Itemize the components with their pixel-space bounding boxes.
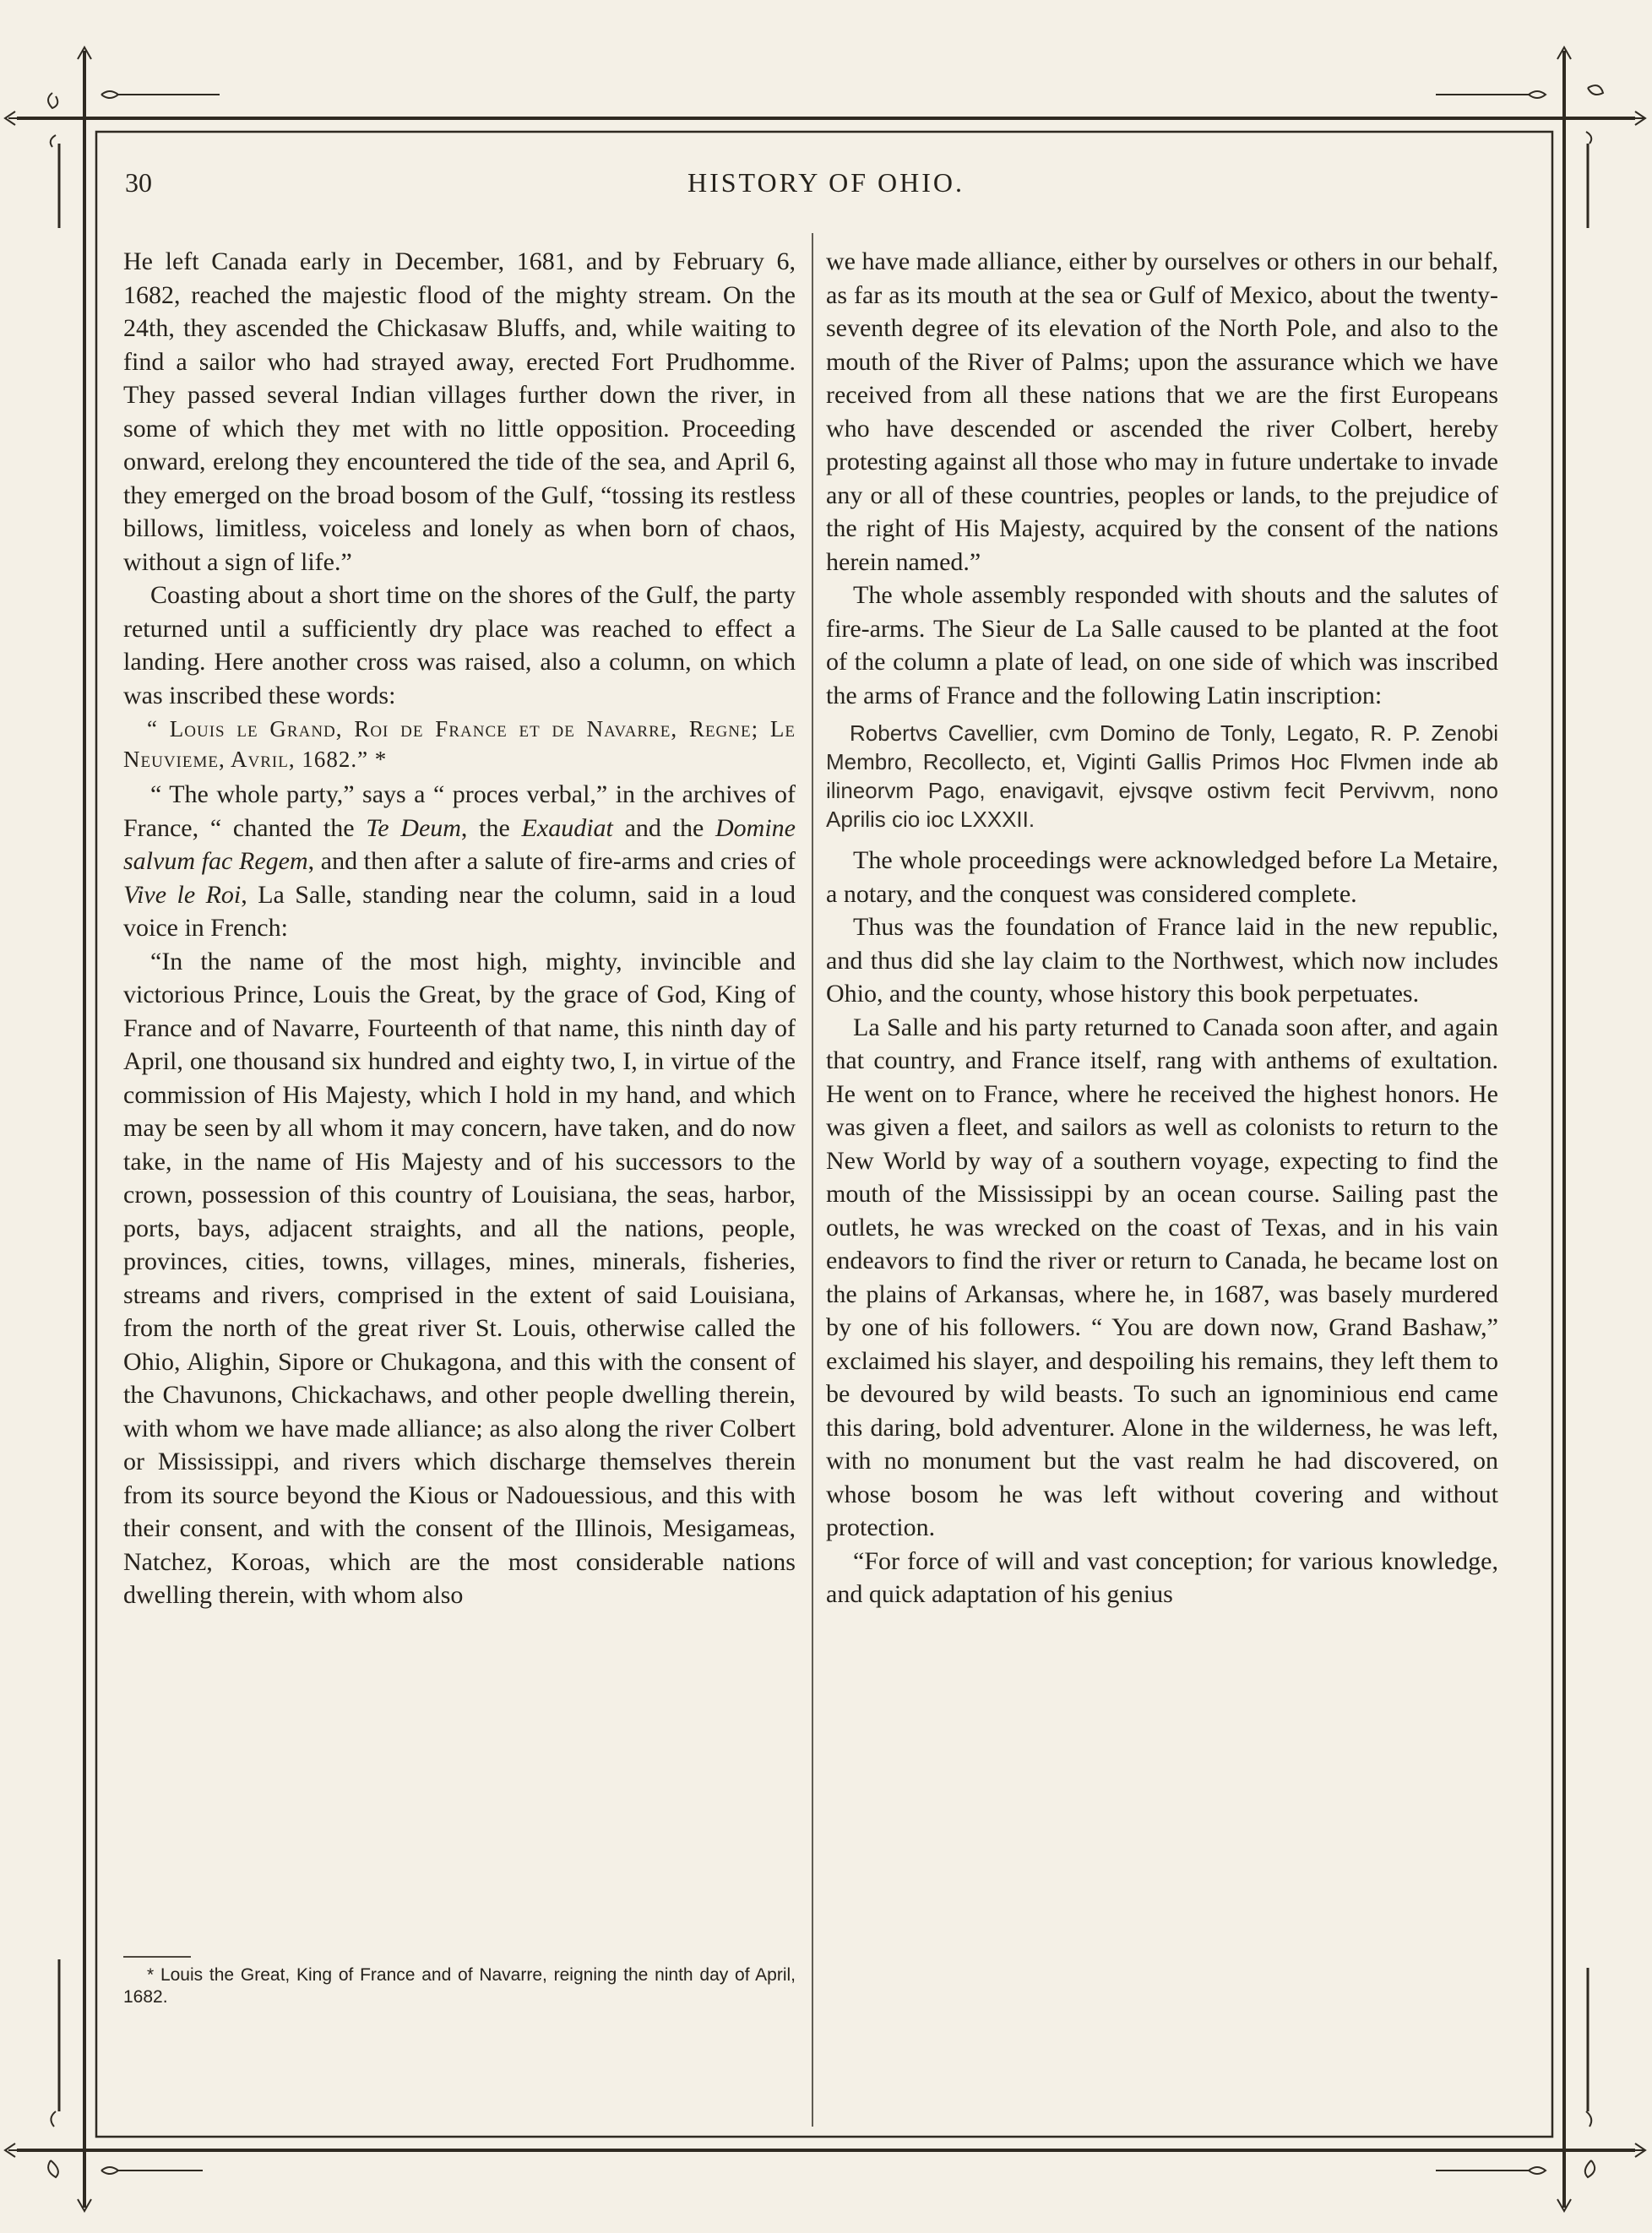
running-head: HISTORY OF OHIO.	[687, 167, 965, 198]
latin-inscription: Robertvs Cavellier, cvm Domino de Tonly, Legato, R. P. Zenobi Membro, Recollecto, et, Viginti Gallis Primos Hoc Flvmen inde ab ilineorvm Pago, enavigavit, ejvsqve ostivm fecit Pervivvm, nono Aprilis cio ioc LXXXII.	[826, 720, 1498, 832]
paragraph: The whole proceedings were acknowledged before La Metaire, a notary, and the conquest was considered complete.	[826, 846, 1498, 908]
paragraph: La Salle and his party returned to Canada soon after, and again that country, and France itself, rang with anthems of exultation. He went on to France, where he received the highest honors. He was given a fleet, and sailors as well as colonists to return to the New World by way of a southern voyage, expecting to find the mouth of the Mississippi by an ocean course. Sailing past the outlets, he was wrecked on the coast of Texas, and in his vain endeavors to find the river or return to Canada, he became lost on the plains of Arkansas, where he, in 1687, was basely murdered by one of his followers. “ You are down now, Grand Bashaw,” exclaimed his slayer, and despoiling his remains, they left them to be devoured by wild beasts. To such an ignominious end came this daring, bold adventurer. Alone in the wilderness, he was left, with no monument but the vast realm he had discovered, on whose bosom he was left without covering and without protection.	[826, 1013, 1498, 1541]
left-column	[123, 245, 796, 1612]
text-run: and the	[612, 813, 716, 842]
italic-term: Vive le Roi	[123, 880, 242, 909]
paragraph: He left Canada early in December, 1681, and by February 6, 1682, reached the majestic flood of the mighty stream. On the 24th, they ascended the Chickasaw Bluffs, and, while waiting to find a sailor who had strayed away, erected Fort Prudhomme. They passed several Indian villages further down the river, in some of which they met with no little opposition. Proceeding onward, erelong they encountered the tide of the sea, and April 6, they emerged on the broad bosom of the Gulf, “tossing its restless billows, limitless, voiceless and lonely as when born of chaos, without a sign of life.”	[123, 247, 796, 576]
paragraph	[123, 778, 796, 945]
text-run: , La Salle, standing near the column, said in a loud voice in French:	[123, 880, 796, 942]
text-run: “ The whole party,” says a “ proces verbal,” in the archives of France, “ chanted the	[123, 780, 796, 842]
paragraph: we have made alliance, either by ourselves or others in our behalf, as far as its mouth at the sea or Gulf of Mexico, about the twenty-seventh degree of its elevation of the North Pole, and also to the mouth of the River of Palms; upon the assurance which we have received from all these nations that we are the first Europeans who have descended or ascended the river Colbert, hereby protesting against all those who may in future undertake to invade any or all of these countries, peoples or lands, to the prejudice of the right of His Majesty, acquired by the consent of the nations herein named.”	[826, 247, 1498, 576]
italic-term: Te Deum	[366, 813, 461, 842]
footnote	[123, 1953, 796, 2008]
italic-term: Domine salvum fac Regem	[123, 813, 796, 875]
page-number: 30	[125, 167, 152, 198]
paragraph: “In the name of the most high, mighty, invincible and victorious Prince, Louis the Great, by the grace of God, King of France and of Navarre, Fourteenth of that name, this ninth day of April, one thousand six hundred and eighty two, I, in virtue of the commission of His Majesty, which I hold in my hand, and which may be seen by all whom it may concern, have taken, and do now take, in the name of His Majesty and of his successors to the crown, possession of this country of Louisiana, the seas, harbor, ports, bays, adjacent straights, and all the nations, people, provinces, cities, towns, villages, mines, minerals, fisheries, streams and rivers, comprised in the extent of said Louisiana, from the north of the great river St. Louis, otherwise called the Ohio, Alighin, Sipore or Chukagona, and this with the consent of the Chavunons, Chickachaws, and other people dwelling therein, with whom we have made alliance; as also along the river Colbert or Mississippi, and rivers which discharge themselves therein from its source beyond the Kious or Nadouessious, and this with their consent, and with the consent of the Illinois, Mesigameas, Natchez, Koroas, which are the most considerable nations dwelling therein, with whom also	[123, 947, 796, 1609]
paragraph: “For force of will and vast conception; for various knowledge, and quick adaptation of his genius	[826, 1546, 1498, 1608]
paragraph: Coasting about a short time on the shores of the Gulf, the party returned until a sufficiently dry place was reached to effect a landing. Here another cross was raised, also a column, on which was inscribed these words:	[123, 581, 796, 709]
italic-term: Exaudiat	[521, 813, 613, 842]
paragraph: Thus was the foundation of France laid in the new republic, and thus did she lay claim to the Northwest, which now includes Ohio, and the county, whose history this book perpetuates.	[826, 913, 1498, 1008]
text-run: , the	[460, 813, 522, 842]
footnote-text: * Louis the Great, King of France and of Navarre, reigning the ninth day of April, 1682.	[123, 1965, 796, 2007]
right-column	[826, 245, 1498, 1611]
page-header	[125, 166, 1527, 213]
paragraph: The whole assembly responded with shouts and the salutes of fire-arms. The Sieur de La Salle caused to be planted at the foot of the column a plate of lead, on one side of which was inscribed the arms of France and the following Latin inscription:	[826, 581, 1498, 709]
inscription-quote: “ Louis le Grand, Roi de France et de Navarre, Regne; Le Neuvieme, Avril, 1682.” *	[123, 716, 796, 772]
text-run: , and then after a salute of fire-arms and cries of	[307, 847, 796, 875]
